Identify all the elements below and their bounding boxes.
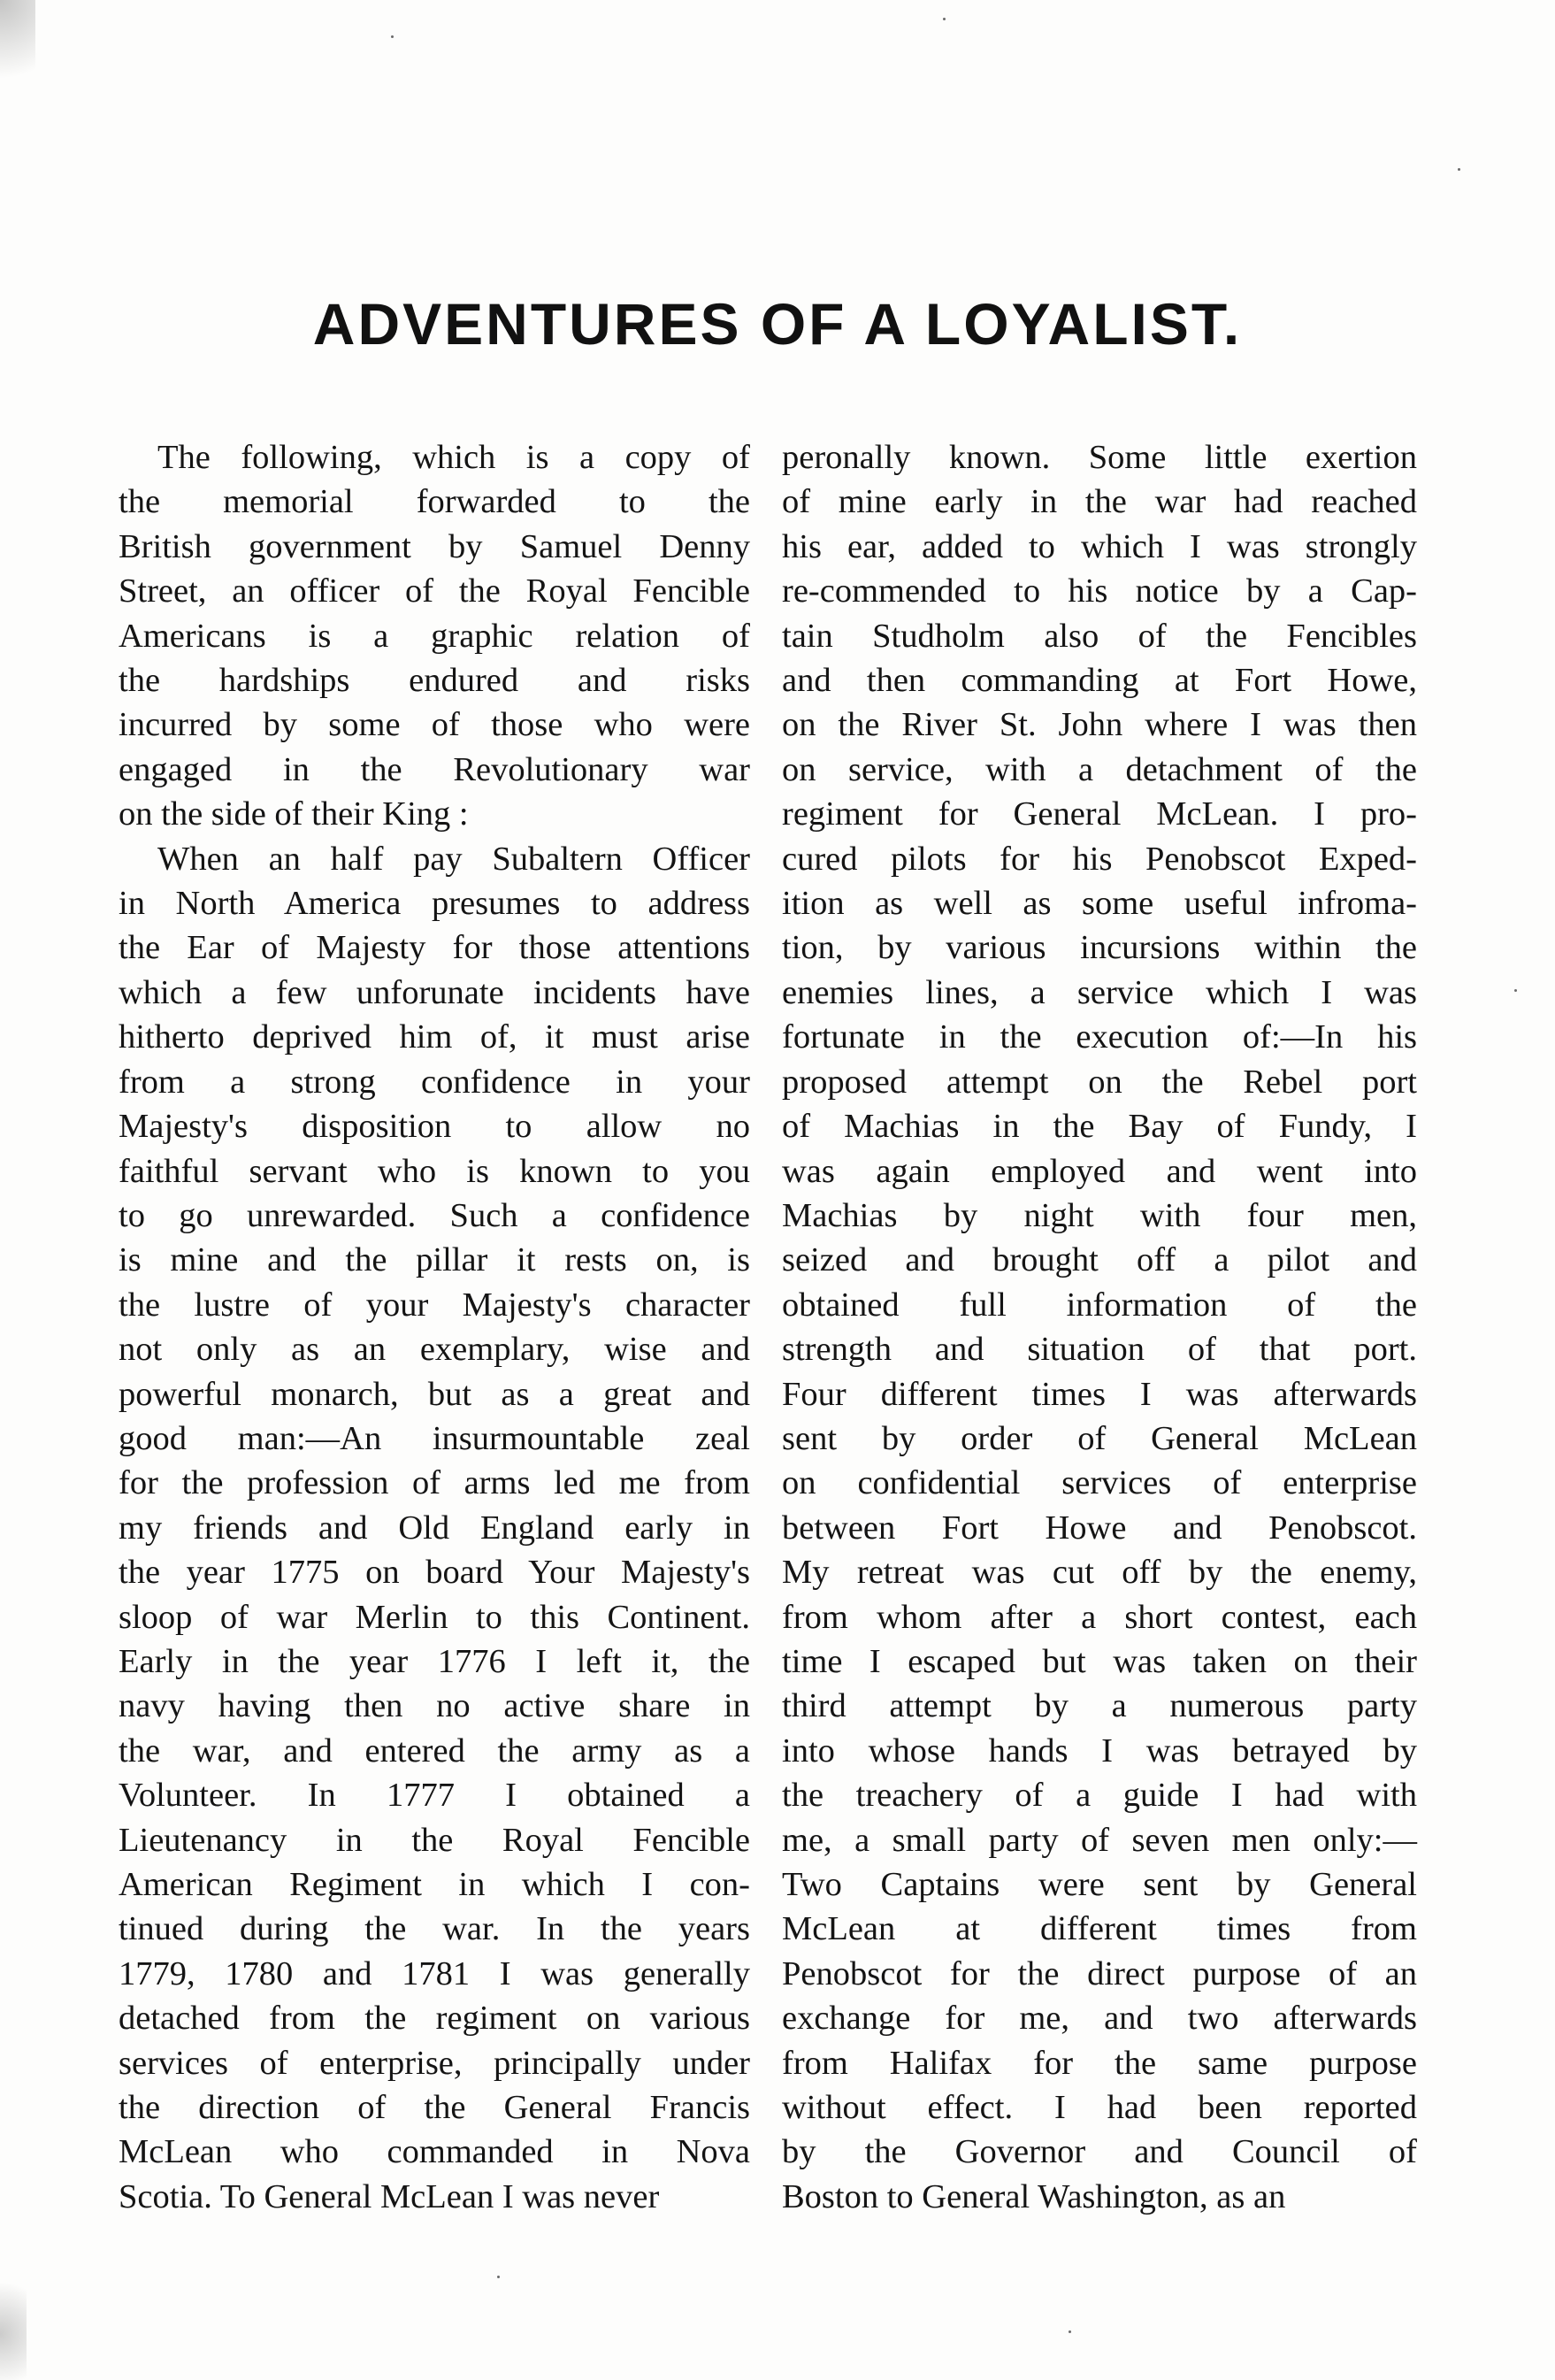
text-line: Lieutenancy in the Royal Fencible (119, 1821, 750, 1859)
text-line: Street, an officer of the Royal Fencible (119, 572, 750, 610)
scan-speck (391, 35, 394, 38)
text-line: the lustre of your Majesty's character (119, 1286, 750, 1324)
text-line: re-commended to his notice by a Cap- (782, 572, 1417, 610)
text-line: Two Captains were sent by General (782, 1866, 1417, 1903)
page-title: ADVENTURES OF A LOYALIST. (312, 291, 1243, 357)
text-line: good man:—An insurmountable zeal (119, 1419, 750, 1457)
text-line: the treachery of a guide I had with (782, 1777, 1417, 1815)
text-line: not only as an exemplary, wise and (119, 1331, 750, 1369)
text-line: from Halifax for the same purpose (782, 2044, 1417, 2082)
scan-speck (1458, 168, 1460, 171)
text-line: Americans is a graphic relation of (119, 617, 750, 655)
text-line: without effect. I had been reported (782, 2089, 1417, 2127)
text-line: on confidential services of enterprise (782, 1464, 1417, 1502)
text-line: sent by order of General McLean (782, 1419, 1417, 1457)
scan-edge-noise (0, 0, 35, 106)
text-line: the hardships endured and risks (119, 662, 750, 700)
text-line: Four different times I was afterwards (782, 1375, 1417, 1413)
text-line: The following, which is a copy of (157, 439, 750, 476)
text-line: obtained full information of the (782, 1286, 1417, 1324)
text-line: Penobscot for the direct purpose of an (782, 1954, 1417, 1992)
text-line: ition as well as some useful infroma- (782, 885, 1417, 923)
text-line: the year 1775 on board Your Majesty's (119, 1554, 750, 1592)
text-line: cured pilots for his Penobscot Exped- (782, 840, 1417, 878)
text-line: from a strong confidence in your (119, 1063, 750, 1101)
text-line: third attempt by a numerous party (782, 1687, 1417, 1725)
text-line: from whom after a short contest, each (782, 1598, 1417, 1636)
text-line: Machias by night with four men, (782, 1196, 1417, 1234)
text-line: on service, with a detachment of the (782, 750, 1417, 788)
text-line: in North America presumes to address (119, 885, 750, 923)
text-line: exchange for me, and two afterwards (782, 2000, 1417, 2038)
text-line: Majesty's disposition to allow no (119, 1108, 750, 1146)
text-line: tion, by various incursions within the (782, 929, 1417, 967)
text-line: and then commanding at Fort Howe, (782, 662, 1417, 700)
text-line: incurred by some of those who were (119, 706, 750, 744)
text-line: faithful servant who is known to you (119, 1152, 750, 1190)
text-line: British government by Samuel Denny (119, 527, 750, 565)
text-line: between Fort Howe and Penobscot. (782, 1509, 1417, 1547)
text-line: 1779, 1780 and 1781 I was generally (119, 1954, 750, 1992)
text-line: American Regiment in which I con- (119, 1866, 750, 1903)
text-line: enemies lines, a service which I was (782, 973, 1417, 1011)
text-line: to go unrewarded. Such a confidence (119, 1196, 750, 1234)
text-line: on the River St. John where I was then (782, 706, 1417, 744)
text-line: powerful monarch, but as a great and (119, 1375, 750, 1413)
text-line: My retreat was cut off by the enemy, (782, 1554, 1417, 1592)
text-line: was again employed and went into (782, 1152, 1417, 1190)
text-line: proposed attempt on the Rebel port (782, 1063, 1417, 1101)
text-line: seized and brought off a pilot and (782, 1241, 1417, 1279)
text-line: services of enterprise, principally under (119, 2044, 750, 2082)
text-line: McLean at different times from (782, 1910, 1417, 1948)
text-line: the Ear of Majesty for those attentions (119, 929, 750, 967)
text-line: peronally known. Some little exertion (782, 439, 1417, 476)
scan-speck (1514, 989, 1517, 992)
text-line: the memorial forwarded to the (119, 483, 750, 521)
right-column (782, 435, 1417, 2219)
text-line: Volunteer. In 1777 I obtained a (119, 1777, 750, 1815)
text-line: hitherto deprived him of, it must arise (119, 1018, 750, 1056)
text-line: regiment for General McLean. I pro- (782, 795, 1417, 833)
text-line: detached from the regiment on various (119, 2000, 750, 2038)
text-line: navy having then no active share in (119, 1687, 750, 1725)
text-line: his ear, added to which I was strongly (782, 527, 1417, 565)
text-line: strength and situation of that port. (782, 1331, 1417, 1369)
text-line: tinued during the war. In the years (119, 1910, 750, 1948)
text-line: of Machias in the Bay of Fundy, I (782, 1108, 1417, 1146)
text-line: sloop of war Merlin to this Continent. (119, 1598, 750, 1636)
text-line: on the side of their King : (119, 795, 469, 833)
text-line: Early in the year 1776 I left it, the (119, 1642, 750, 1680)
text-line: which a few unforunate incidents have (119, 973, 750, 1011)
scan-speck (1069, 2330, 1071, 2333)
text-line: the direction of the General Francis (119, 2089, 750, 2127)
text-line: my friends and Old England early in (119, 1509, 750, 1547)
left-column (119, 435, 750, 2219)
text-line: Scotia. To General McLean I was never (119, 2177, 660, 2215)
text-line: the war, and entered the army as a (119, 1731, 750, 1770)
scan-edge-noise-bottom (0, 2265, 27, 2380)
scan-speck (497, 2276, 500, 2278)
text-line: time I escaped but was taken on their (782, 1642, 1417, 1680)
text-line: fortunate in the execution of:—In his (782, 1018, 1417, 1056)
text-line: McLean who commanded in Nova (119, 2133, 750, 2171)
text-line: of mine early in the war had reached (782, 483, 1417, 521)
text-line: Boston to General Washington, as an (782, 2177, 1286, 2215)
text-line: me, a small party of seven men only:— (782, 1821, 1417, 1859)
text-line: into whose hands I was betrayed by (782, 1731, 1417, 1770)
text-line: by the Governor and Council of (782, 2133, 1417, 2171)
text-line: engaged in the Revolutionary war (119, 750, 750, 788)
scan-speck (943, 18, 946, 20)
text-line: is mine and the pillar it rests on, is (119, 1241, 750, 1279)
text-line: for the profession of arms led me from (119, 1464, 750, 1502)
text-line: tain Studholm also of the Fencibles (782, 617, 1417, 655)
text-line: When an half pay Subaltern Officer (157, 840, 750, 878)
